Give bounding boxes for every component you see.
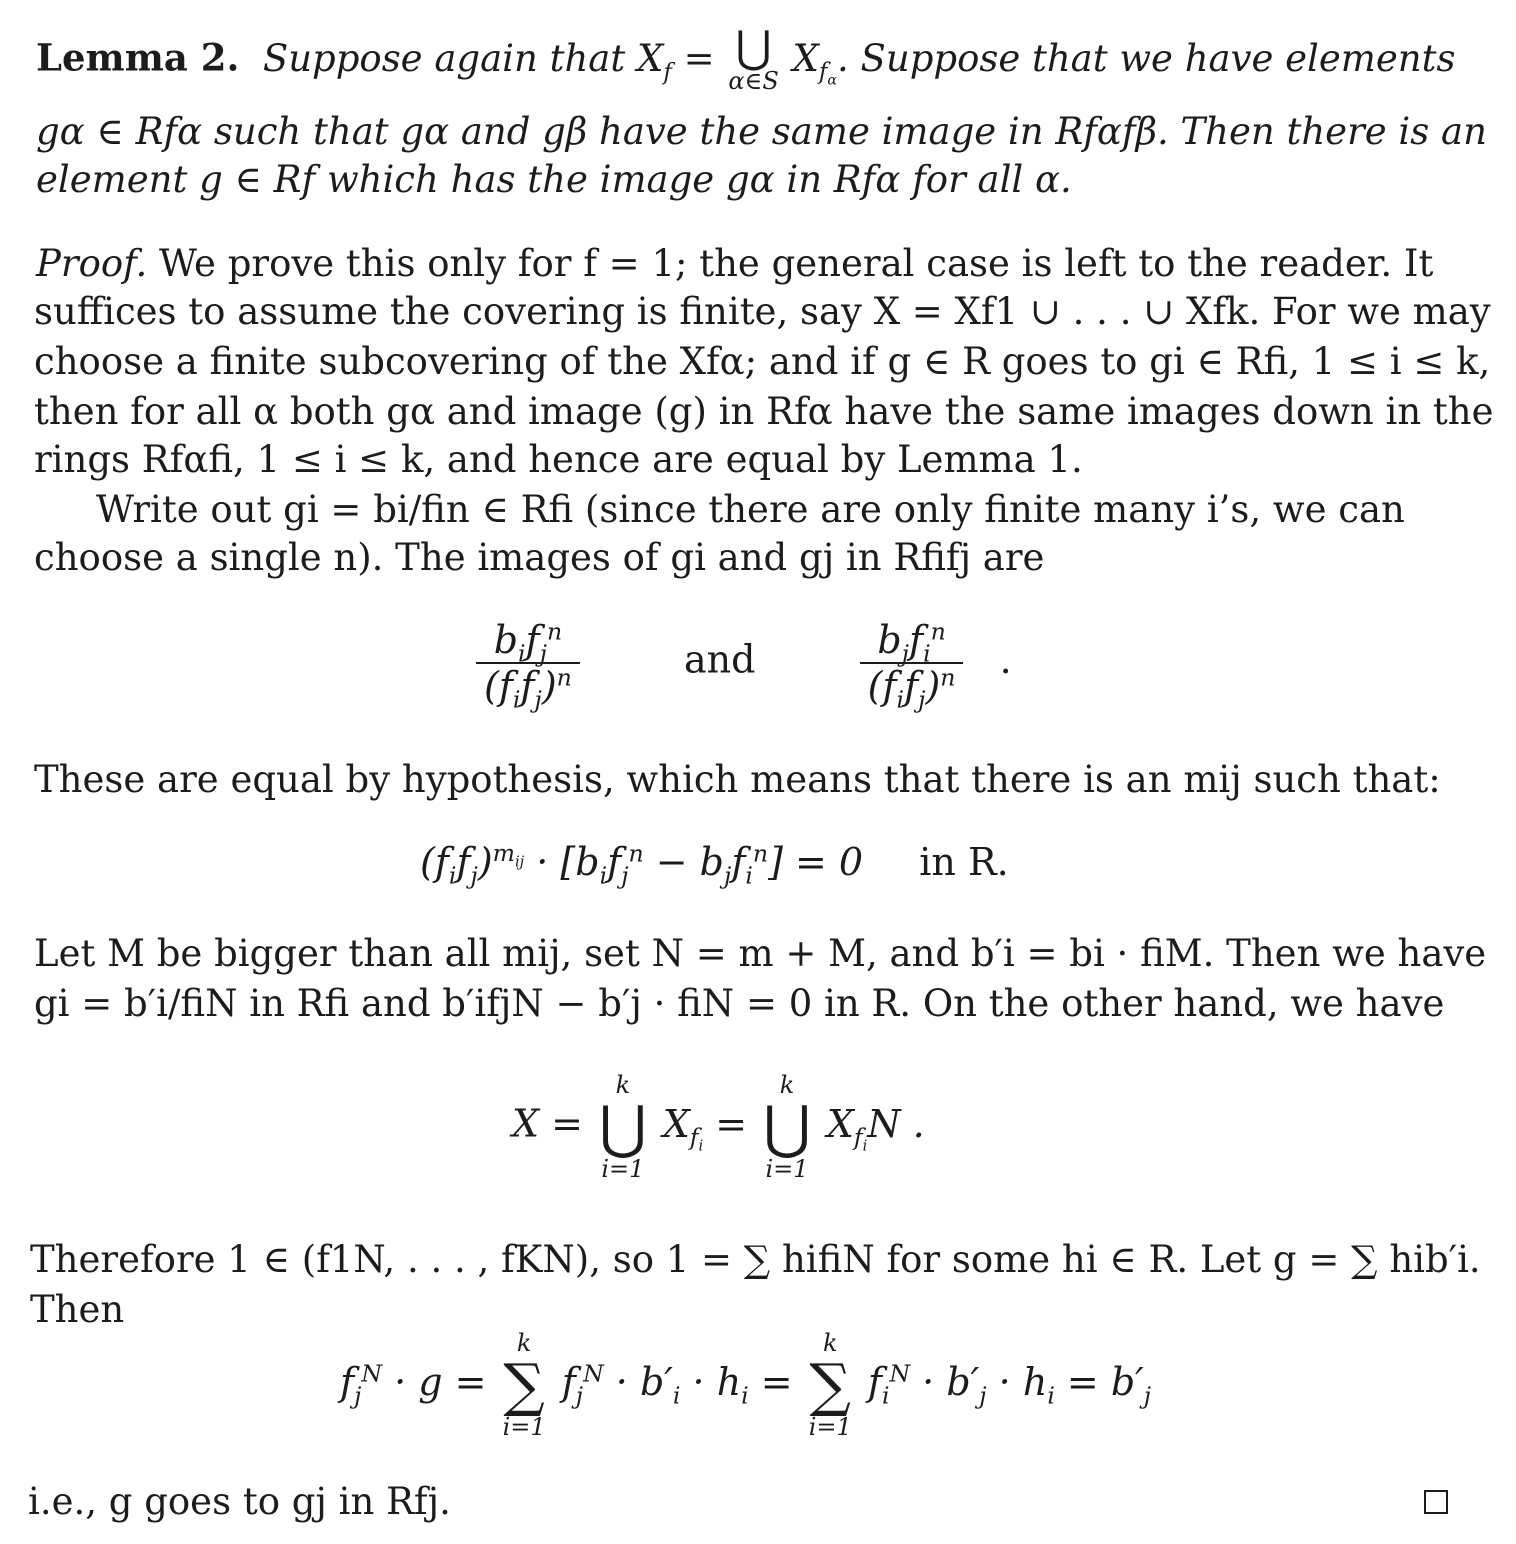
fraction-left: $\frac{b_if_j^n}{(f_if_j)^n}$ <box>476 618 580 708</box>
sum-equation: $f_j^N \cdot g$ = k ∑ i=1 $f_j^N \cdot b'_i \cdot h_i$ = k ∑ i=1 $f_i^N \cdot b'_j \cdot h_i = b'_j$ <box>340 1329 1152 1441</box>
union-equation: X = k ⋃ i=1 $X_{f_i}$ = k ⋃ i=1 $X_{f_i}N$ . <box>512 1071 925 1183</box>
sum2-upper: k <box>822 1329 838 1357</box>
proof-line-3: choose a finite subcovering of the Xfα; and if g ∈ R goes to gi ∈ Rfi, 1 ≤ i ≤ k, <box>34 340 1491 383</box>
union2-lower: i=1 <box>765 1155 809 1183</box>
proof-line-7: choose a single n). The images of gi and gj in Rfifj are <box>34 536 1045 579</box>
proof-line-10: gi = b′i/fiN in Rfi and b′ifjN − b′j · fiN = 0 in R. On the other hand, we have <box>34 982 1445 1025</box>
proof-label: Proof. <box>36 242 148 285</box>
sum1-upper: k <box>516 1329 532 1357</box>
union-index: α∈S <box>728 67 779 95</box>
proof-line-4: then for all α both gα and image (g) in Rfα have the same images down in the <box>34 390 1494 433</box>
proof-line-5: rings Rfαfi, 1 ≤ i ≤ k, and hence are equal by Lemma 1. <box>34 438 1083 481</box>
proof-line-1 <box>36 240 1454 288</box>
sum-operator-2: k ∑ i=1 <box>808 1329 852 1441</box>
union-operator: ⋃ α∈S <box>728 22 779 95</box>
sum2-lower: i=1 <box>808 1413 852 1441</box>
fraction-right: $\frac{b_jf_i^n}{(f_if_j)^n}$ <box>860 618 964 708</box>
lemma-line-3: element g ∈ Rf which has the image gα in Rfα for all α. <box>36 158 1072 201</box>
proof-line-12: Then <box>30 1288 125 1331</box>
proof-line-8: These are equal by hypothesis, which means that there is an mij such that: <box>34 758 1441 801</box>
union1-upper: k <box>615 1071 631 1099</box>
proof-line-9: Let M be bigger than all mij, set N = m + M, and b′i = bi · fiM. Then we have <box>34 932 1487 975</box>
fraction-display: $\frac{b_if_j^n}{(f_if_j)^n}$ and $\frac{b_jf_i^n}{(f_if_j)^n}$ . <box>476 618 1012 708</box>
and-word: and <box>684 637 756 682</box>
proof-line-2: suffices to assume the covering is finite, say X = Xf1 ∪ . . . ∪ Xfk. For we may <box>34 290 1491 333</box>
sum1-lower: i=1 <box>502 1413 546 1441</box>
union-operator-1: k ⋃ i=1 <box>599 1071 647 1183</box>
equation-mij: $(f_if_j)^{m_{ij}} \cdot [b_if_j^n - b_jf_i^n] = 0$ in R. <box>420 839 1009 890</box>
union1-lower: i=1 <box>601 1155 645 1183</box>
lemma-line1-text: Suppose again that X <box>262 36 664 80</box>
qed-square-icon <box>1424 1490 1448 1514</box>
sum-operator-1: k ∑ i=1 <box>502 1329 546 1441</box>
lemma-line-2: gα ∈ Rfα such that gα and gβ have the same image in Rfαfβ. Then there is an <box>36 110 1487 153</box>
union2-upper: k <box>779 1071 795 1099</box>
union-operator-2: k ⋃ i=1 <box>763 1071 811 1183</box>
lemma-label: Lemma 2. <box>36 35 240 80</box>
proof-line1-text: We prove this only for f = 1; the general case is left to the reader. It <box>159 242 1434 285</box>
lemma-line1-tail: Suppose that we have elements <box>860 36 1456 80</box>
proof-line-13: i.e., g goes to gj in Rfj. <box>28 1480 451 1523</box>
proof-line-6: Write out gi = bi/fin ∈ Rfi (since there are only finite many i’s, we can <box>96 488 1405 531</box>
lemma-line-1: Lemma 2. Suppose again that $X_f$ = ⋃ α∈S $X_{f_\alpha}$. Suppose that we have elements <box>36 22 1456 95</box>
proof-line-11: Therefore 1 ∈ (f1N, . . . , fKN), so 1 = ∑ hifiN for some hi ∈ R. Let g = ∑ hib′i. <box>30 1238 1481 1281</box>
in-r-text: in R. <box>919 840 1009 884</box>
